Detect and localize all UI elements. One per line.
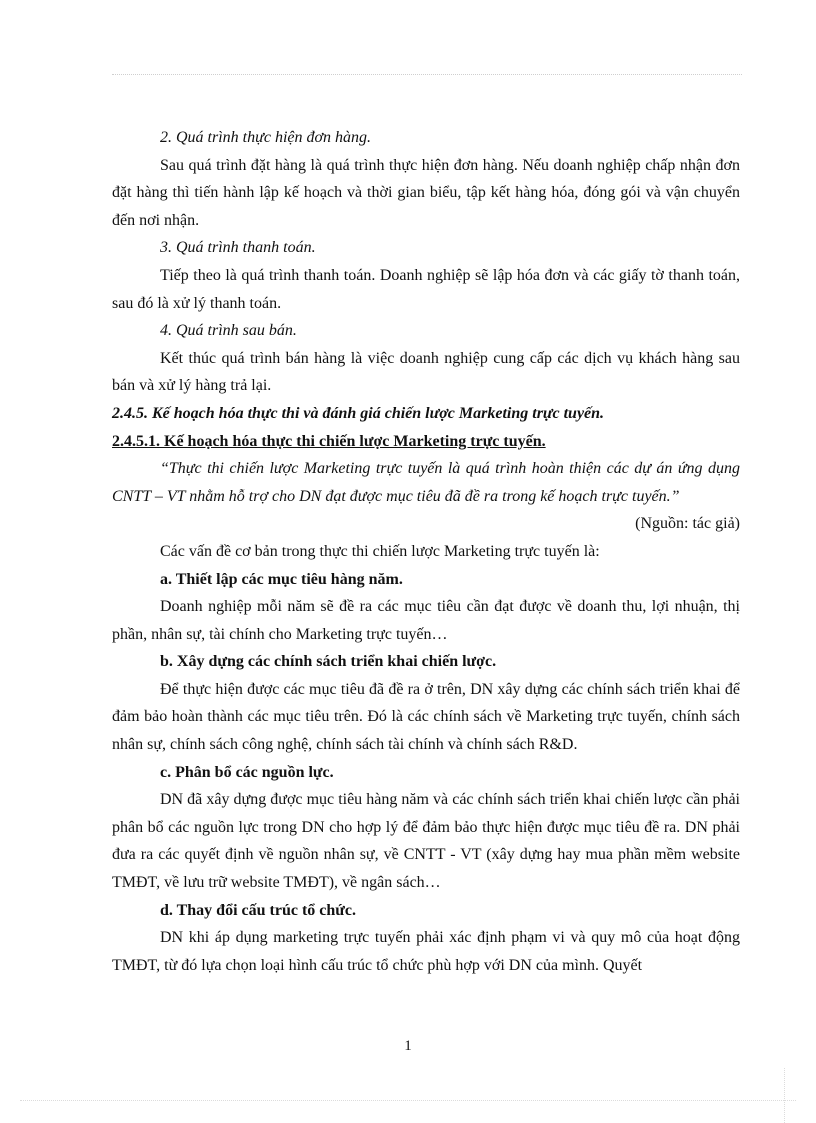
paragraph-after-sales: Kết thúc quá trình bán hàng là việc doanh nghiệp cung cấp các dịch vụ khách hàng sau bán và xử lý hàng trả lại. (112, 349, 740, 395)
paragraph-org-structure: DN khi áp dụng marketing trực tuyến phải xác định phạm vi và quy mô của hoạt động TMĐT, từ đó lựa chọn loại hình cấu trúc tổ chức phù hợp với DN của mình. Quyết (112, 929, 740, 974)
paragraph-annual-objectives: Doanh nghiệp mỗi năm sẽ đề ra các mục tiêu cần đạt được về doanh thu, lợi nhuận, thị phần, nhân sự, tài chính cho Marketing trực tuyến… (112, 598, 740, 643)
header-divider (112, 74, 742, 75)
quote-source: (Nguồn: tác giả) (635, 515, 740, 533)
subheading-resource-allocation: c. Phân bổ các nguồn lực. (160, 763, 334, 781)
page-number: 1 (404, 1038, 412, 1054)
corner-divider (784, 1068, 785, 1123)
definition-quote: “Thực thi chiến lược Marketing trực tuyến là quá trình hoàn thiện các dự án ứng dụng CNTT – VT nhằm hỗ trợ cho DN đạt được mục tiêu đã đề ra trong kế hoạch trực tuyến.” (112, 460, 740, 505)
paragraph-order-fulfillment: Sau quá trình đặt hàng là quá trình thực hiện đơn hàng. Nếu doanh nghiệp chấp nhận đơn đặt hàng thì tiến hành lập kế hoạch và thời gian biểu, tập kết hàng hóa, đóng gói và vận chuyển đến nơi nhận. (112, 156, 740, 229)
paragraph-policies: Để thực hiện được các mục tiêu đã đề ra ở trên, DN xây dựng các chính sách triển khai để đảm bảo hoàn thành các mục tiêu trên. Đó là các chính sách về Marketing trực tuyến, chính sách nhân sự, chính sách công nghệ, chính sách tài chính và chính sách R&D. (112, 680, 740, 754)
paragraph-resource-allocation: DN đã xây dựng được mục tiêu hàng năm và các chính sách triển khai chiến lược cần phải phân bổ các nguồn lực trong DN cho hợp lý để đảm bảo thực hiện được mục tiêu đề ra. DN phải đưa ra các quyết định về nguồn nhân sự, về CNTT - VT (xây dựng hay mua phần mềm website TMĐT, về lưu trữ website TMĐT), về ngân sách… (112, 791, 740, 892)
subheading-org-structure: d. Thay đổi cấu trúc tổ chức. (160, 901, 356, 919)
section-title-payment: 3. Quá trình thanh toán. (160, 239, 316, 257)
section-title-after-sales: 4. Quá trình sau bán. (160, 322, 297, 340)
subheading-policies: b. Xây dựng các chính sách triển khai chiến lược. (160, 653, 497, 671)
page-body (112, 124, 740, 979)
paragraph-payment: Tiếp theo là quá trình thanh toán. Doanh nghiệp sẽ lập hóa đơn và các giấy tờ thanh toán, sau đó là xử lý thanh toán. (112, 266, 740, 312)
heading-2-4-5: 2.4.5. Kế hoạch hóa thực thi và đánh giá chiến lược Marketing trực tuyến. (112, 404, 605, 422)
subheading-annual-objectives: a. Thiết lập các mục tiêu hàng năm. (160, 570, 403, 588)
section-title-order-fulfillment: 2. Quá trình thực hiện đơn hàng. (160, 129, 372, 146)
footer-divider (20, 1100, 796, 1101)
heading-2-4-5-1: 2.4.5.1. Kế hoạch hóa thực thi chiến lược Marketing trực tuyến. (112, 432, 546, 450)
paragraph-basic-issues: Các vấn đề cơ bản trong thực thi chiến lược Marketing trực tuyến là: (160, 542, 600, 560)
